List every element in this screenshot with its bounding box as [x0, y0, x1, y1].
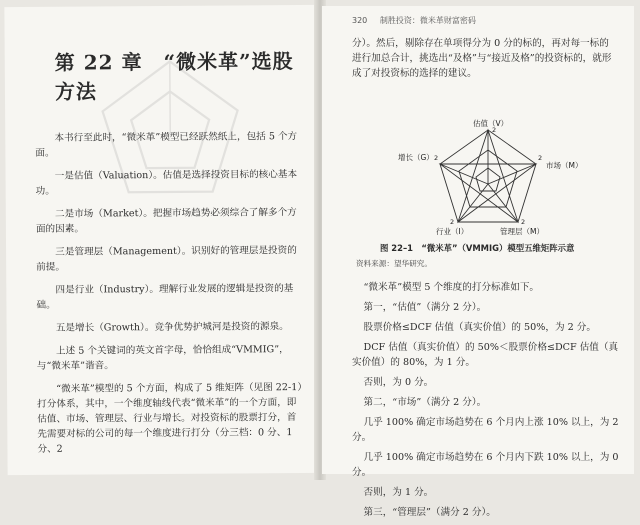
paragraph: 几乎 100% 确定市场趋势在 6 个月内上涨 10% 以上，为 2 分。: [352, 417, 619, 443]
paragraph: 股票价格≤DCF 估值（真实价值）的 50%，为 2 分。: [363, 322, 596, 333]
axis-label-growth: 增长（G）: [398, 153, 434, 162]
axis-label-valuation: 估值（V）: [473, 119, 509, 128]
paragraph: 一是估值（Valuation）。估值是选择投资目标的核心基本功。: [35, 169, 298, 197]
tick-growth: 2: [434, 154, 439, 162]
right-page: [322, 6, 634, 518]
left-body-text: [35, 129, 303, 465]
tick-management: 2: [521, 218, 526, 226]
running-title: 制胜投资：微米革财富密码: [379, 16, 476, 25]
right-body-text: [352, 280, 620, 525]
figure-caption: 图 22–1 “微米革”（VMMIG）模型五维矩阵示意: [380, 243, 575, 253]
tick-valuation: 2: [492, 126, 497, 134]
left-page: [4, 5, 317, 475]
paragraph: 四是行业（Industry）。理解行业发展的逻辑是投资的基础。: [36, 283, 294, 311]
axis-label-market: 市场（M）: [546, 161, 583, 170]
tick-industry: 2: [450, 218, 455, 226]
paragraph: 第一，“估值”（满分 2 分）。: [363, 302, 487, 313]
paragraph: DCF 估值（真实价值）的 50%＜股票价格≤DCF 估值（真实价值）的 80%，为 1 分。: [352, 342, 619, 368]
paragraph: “微米革”模型 5 个维度的打分标准如下。: [363, 282, 540, 293]
paragraph: 二是市场（Market）。把握市场趋势必须综合了解多个方面的因素。: [35, 207, 297, 235]
paragraph: 三是管理层（Management）。识别好的管理层是投资的前提。: [36, 245, 297, 273]
figure-source: 资料来源：望华研究。: [356, 259, 432, 268]
paragraph: 本书行至此时，“微米革”模型已经跃然纸上，包括 5 个方面。: [35, 131, 298, 159]
paragraph: 否则，为 0 分。: [363, 377, 434, 388]
paragraph: 否则，为 1 分。: [363, 487, 434, 498]
vmmig-pentagon-figure: [378, 118, 598, 238]
paragraph: 五是增长（Growth）。竞争优势护城河是投资的源泉。: [55, 321, 289, 334]
tick-market: 2: [538, 154, 543, 162]
paragraph: 第二，“市场”（满分 2 分）。: [363, 397, 487, 408]
page-number: 320: [352, 16, 368, 25]
paragraph: 几乎 100% 确定市场趋势在 6 个月内下跌 10% 以上，为 0 分。: [352, 452, 619, 478]
right-intro-text: 分）。然后，剔除存在单项得分为 0 分的标的，再对每一标的进行加总合计，挑选出“及格”与“接近及格”的投资标的，就形成了对投资标的选择的建议。: [352, 38, 612, 79]
paragraph: 第三，“管理层”（满分 2 分）。: [363, 507, 496, 518]
axis-label-industry: 行业（I）: [436, 227, 469, 236]
chapter-title: 第 22 章 “微米革”选股方法: [54, 49, 294, 104]
paragraph: 上述 5 个关键词的英文首字母，恰恰组成“VMMIG”，与“微米革”谐音。: [36, 344, 289, 372]
running-head: [352, 15, 486, 26]
paragraph: “微米革”模型的 5 个方面，构成了 5 维矩阵（见图 22-1）打分体系，其中，一个维度轴线代表“微米革”的一个方面，即估值、市场、管理层、行业与增长。对投资标的股票打分，首先需要对标的公司的每一个维度进行打分（分三档：0 分、1 分、2: [37, 382, 303, 455]
axis-label-management: 管理层（M）: [500, 227, 544, 236]
